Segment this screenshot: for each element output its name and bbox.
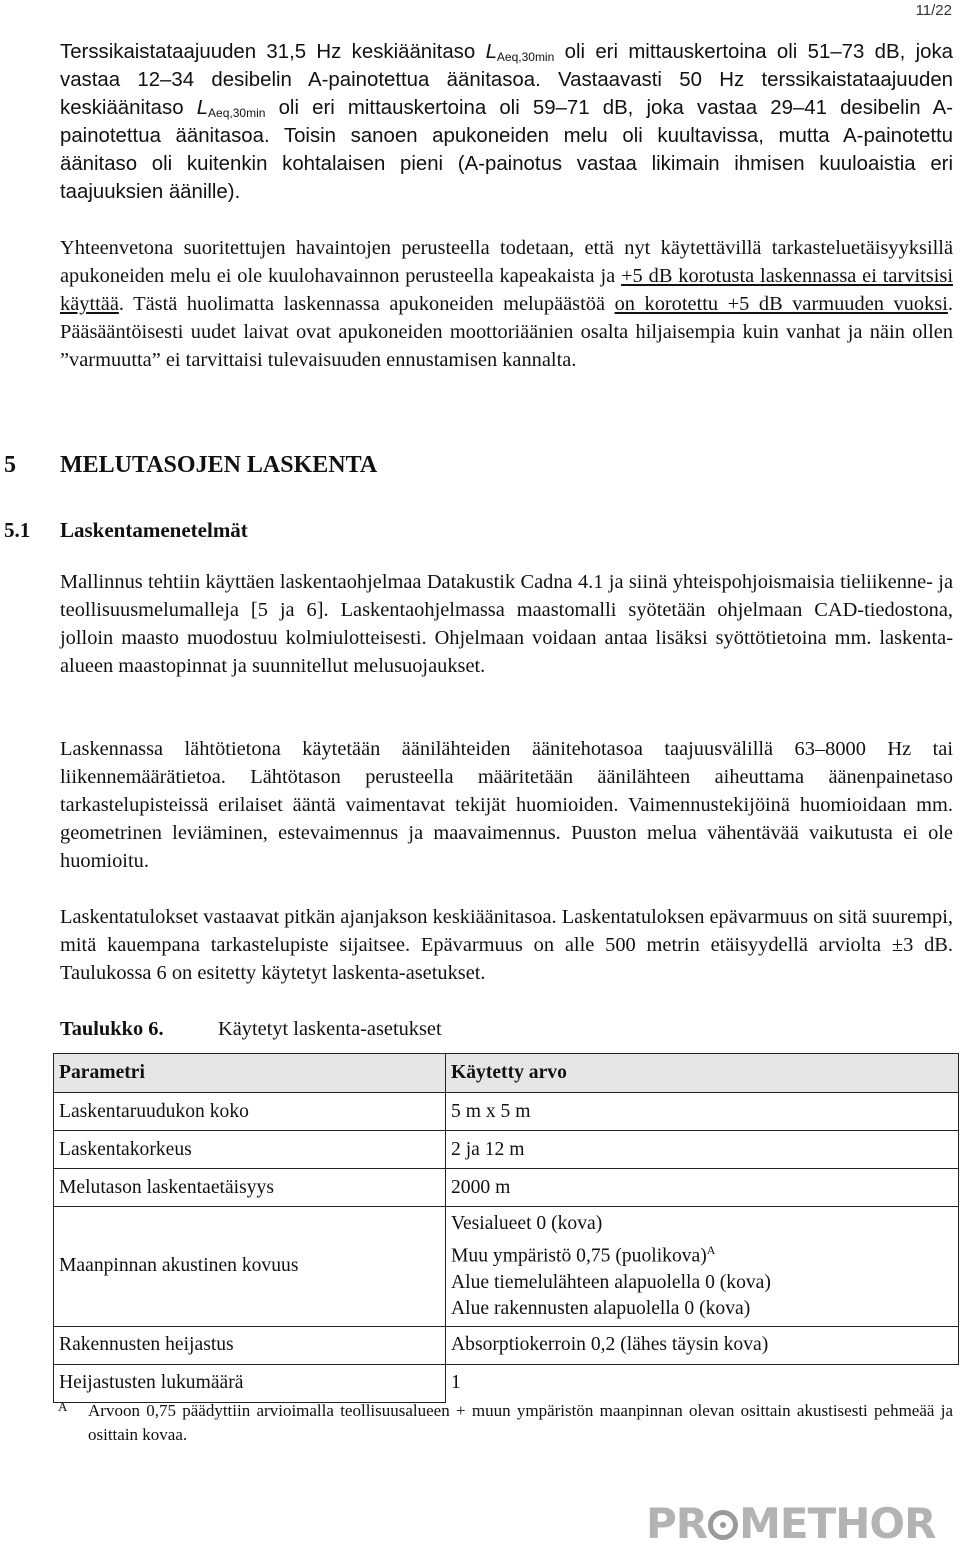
logo-signal-icon (708, 1510, 738, 1540)
table-row (54, 1093, 959, 1131)
paragraph-results (60, 903, 953, 987)
table-cell-value: Absorptiokerroin 0,2 (lähes täysin kova) (446, 1326, 959, 1364)
summary-text-c: . Tästä huolimatta laskennassa apukoneiden melupäästöä (118, 293, 615, 315)
intro-text-2a: Vastaavasti 50 Hz terssikaistataajuuden keskiäänitaso (60, 69, 954, 119)
table-cell-parameter: Heijastusten lukumäärä (54, 1364, 446, 1402)
logo-text-left: PR (646, 1499, 708, 1548)
intro-text-2b: oli eri mittauskertoina oli 59–71 dB, joka vastaa 29–41 desibelin A-painotettua äänitasoa. (60, 97, 953, 147)
subsection-number: 5.1 (4, 518, 31, 542)
table-cell-value: 2000 m (446, 1169, 959, 1207)
footnote-reference: A (706, 1243, 716, 1257)
intro-subscript-2: Aeq,30min (208, 106, 266, 120)
intro-symbol-l-2: L (196, 97, 209, 119)
table-row (54, 1364, 959, 1402)
section-heading (0, 450, 377, 480)
intro-text-3: Toisin sanoen apukoneiden melu oli kuultavissa, mutta A-painotettu äänitaso oli kuitenkin kohtalaisen pieni (A-painotus vastaa likimain ihmisen kuuloaistia eri taajuuksien äänille). (60, 125, 954, 203)
section-number: 5 (4, 452, 16, 478)
table-cell-value: 1 (446, 1364, 959, 1402)
table-cell-parameter: Melutason laskentaetäisyys (54, 1169, 446, 1207)
table-header-row (54, 1054, 959, 1093)
table-row (54, 1207, 959, 1327)
paragraph-text: Mallinnus tehtiin käyttäen laskentaohjelmaa Datakustik Cadna 4.1 ja siinä yhteispohjoismaisia tieliikenne- ja teollisuusmelumalleja [5 ja 6]. Laskentaohjelmassa maastomalli syötetään ohjelmaan CAD-tiedostona, jolloin maasto muodostuu kolmiulotteisesti. Ohjelmaan voidaan antaa lisäksi syöttötietoina mm. laskenta-alueen maastopinnat ja suunnitellut melusuojaukset. (60, 571, 953, 677)
summary-text-a: Yhteenvetona suoritettujen havaintojen perusteella todetaan, että nyt käytettävillä tarkasteluetäisyyksillä apukoneiden melu ei ole kuulohavainnon perusteella kapeakaista ja (60, 237, 953, 287)
value-line: Alue tiemelulähteen alapuolella 0 (kova) (451, 1271, 771, 1293)
summary-paragraph (60, 234, 953, 374)
table-cell-value-multiline (446, 1207, 959, 1327)
intro-text-1a: Terssikaistataajuuden 31,5 Hz keskiäänitaso (60, 41, 486, 63)
page-number: 11/22 (915, 2, 952, 19)
table-cell-parameter: Rakennusten heijastus (54, 1326, 446, 1364)
intro-paragraph (60, 38, 953, 206)
table-header-value: Käytetty arvo (446, 1054, 959, 1093)
logo-text-right: METHOR (739, 1499, 936, 1548)
paragraph-text: Laskennassa lähtötietona käytetään äänilähteiden äänitehotasoa taajuusvälillä 63–8000 Hz tai liikennemäärätietoa. Lähtötason perusteella määritetään äänilähteen aiheuttama äänenpainetaso tarkastelupisteissä erilaiset ääntä vaimentavat tekijät huomioiden. Vaimennustekijöinä huomioidaan mm. geometrinen leviäminen, estevaimennus ja maavaimennus. Puuston melua vähentävää vaikutusta ei ole huomioitu. (60, 738, 953, 872)
summary-underlined-1: +5 dB korotusta laskennassa ei tarvitsisi käyttää (60, 265, 953, 315)
table-cell-parameter: Maanpinnan akustinen kovuus (54, 1207, 446, 1327)
subsection-title: Laskentamenetelmät (60, 518, 248, 542)
intro-text-1b: oli eri mittauskertoina oli 51–73 dB, joka vastaa 12–34 desibelin A-painotettua äänitasoa. (60, 41, 954, 91)
subsection-heading (0, 516, 248, 544)
table-row (54, 1326, 959, 1364)
value-line-text: Muu ympäristö 0,75 (puolikova) (451, 1245, 707, 1267)
intro-symbol-l: L (485, 41, 497, 63)
table-cell-parameter: Laskentaruudukon koko (54, 1093, 446, 1131)
value-line: Vesialueet 0 (kova) (451, 1213, 603, 1234)
footnote-text: Arvoon 0,75 päädyttiin arvioimalla teollisuusalueen + muun ympäristön maanpinnan olevan osittain akustisesti pehmeää ja osittain kovaa. (88, 1401, 953, 1444)
summary-text-e: . Pääsääntöisesti uudet laivat ovat apukoneiden moottoriäänien osalta hiljaisempia kuin vanhat ja näin ollen ”varmuutta” ei tarvittaisi tulevaisuuden ennustamisen kannalta. (60, 293, 953, 371)
table-header-parameter: Parametri (54, 1054, 446, 1093)
table-cell-value: 2 ja 12 m (446, 1131, 959, 1169)
table-caption-title: Käytetyt laskenta-asetukset (218, 1018, 442, 1040)
table-cell-parameter: Laskentakorkeus (54, 1131, 446, 1169)
summary-underlined-2: on korotettu +5 dB varmuuden vuoksi (614, 293, 948, 315)
settings-table (53, 1053, 959, 1403)
table-caption-label: Taulukko 6. (60, 1018, 164, 1040)
paragraph-modelling (60, 568, 953, 680)
table-footnote (60, 1399, 953, 1447)
section-title: MELUTASOJEN LASKENTA (60, 452, 378, 478)
table-row (54, 1131, 959, 1169)
table-cell-value: 5 m x 5 m (446, 1093, 959, 1131)
value-line: Alue rakennusten alapuolella 0 (kova) (451, 1297, 751, 1319)
paragraph-text: Laskentatulokset vastaavat pitkän ajanjakson keskiäänitasoa. Laskentatuloksen epävarmuus on sitä suurempi, mitä kauempana tarkastelupiste sijaitsee. Epävarmuus on alle 500 metrin etäisyydellä arviolta ±3 dB. Taulukossa 6 on esitetty käytetyt laskenta-asetukset. (60, 906, 953, 984)
table-caption (60, 1015, 442, 1043)
table-row (54, 1169, 959, 1207)
paragraph-source-data (60, 735, 953, 875)
footnote-mark: A (58, 1399, 68, 1414)
intro-subscript: Aeq,30min (496, 50, 555, 64)
promethor-logo (646, 1500, 935, 1548)
value-line (451, 1237, 953, 1270)
